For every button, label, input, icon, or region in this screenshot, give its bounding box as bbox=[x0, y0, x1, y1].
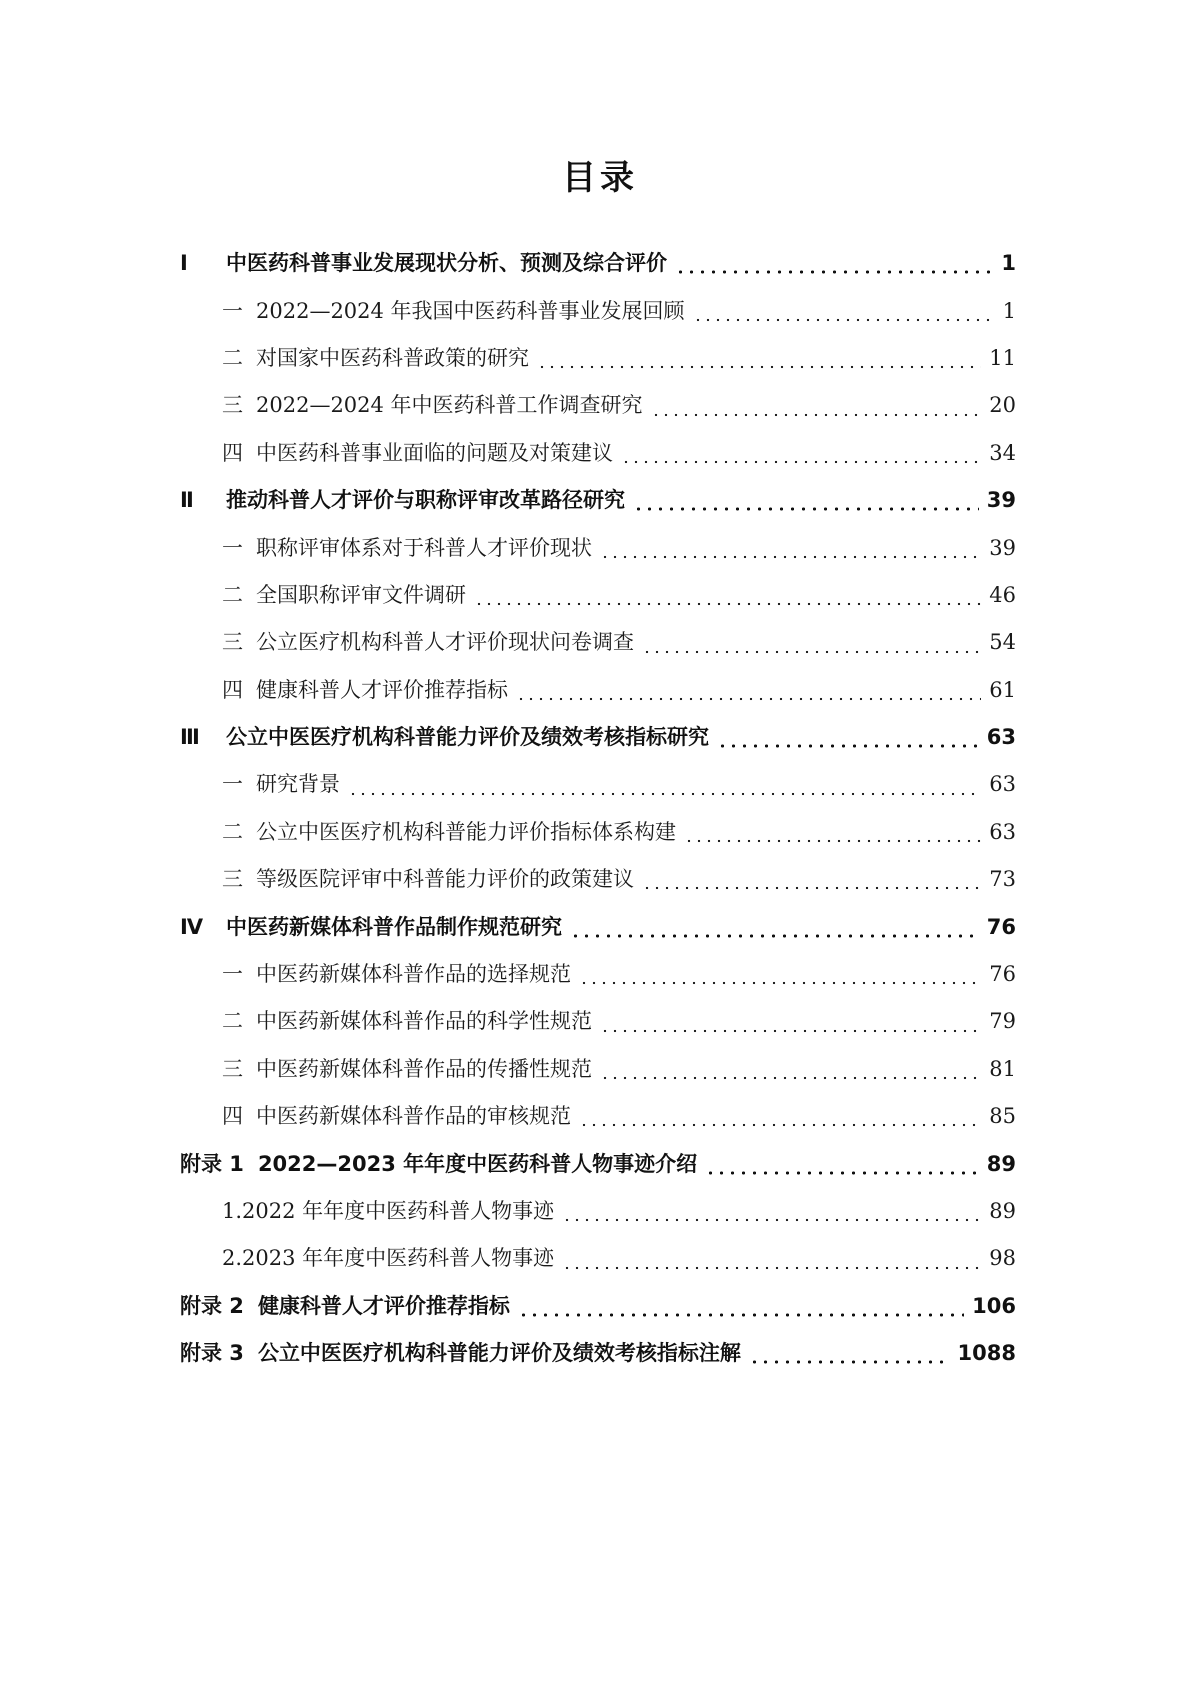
toc-dot-leader bbox=[570, 934, 979, 938]
toc-dot-leader bbox=[579, 981, 981, 985]
toc-entry-number: 2. bbox=[222, 1246, 243, 1271]
toc-entry-page-number: 54 bbox=[989, 630, 1016, 655]
toc-entry-title: 等级医院评审中科普能力评价的政策建议 bbox=[256, 867, 634, 892]
toc-dot-leader bbox=[642, 650, 981, 654]
toc-entry-title: 全国职称评审文件调研 bbox=[256, 582, 466, 607]
toc-dot-leader bbox=[516, 697, 981, 701]
toc-section-entry[interactable] bbox=[180, 335, 1016, 382]
toc-dot-leader bbox=[579, 1123, 981, 1127]
toc-entry-title: 2022 年年度中医药科普人物事迹 bbox=[242, 1199, 555, 1223]
toc-dot-leader bbox=[633, 507, 979, 511]
toc-entry-number: 三 bbox=[222, 630, 243, 655]
toc-chapter-entry[interactable] bbox=[180, 240, 1016, 287]
toc-section-entry[interactable] bbox=[180, 524, 1016, 571]
toc-entry-page-number: 63 bbox=[989, 772, 1016, 797]
toc-entry-number: 二 bbox=[222, 582, 243, 607]
toc-entry-number: 二 bbox=[222, 819, 243, 844]
toc-section-entry[interactable] bbox=[180, 1188, 1016, 1235]
toc-section-entry[interactable] bbox=[180, 1046, 1016, 1093]
toc-entry-title: 2022—2023 年年度中医药科普人物事迹介绍 bbox=[257, 1151, 698, 1176]
toc-entry-number: 附录 2 bbox=[180, 1293, 244, 1318]
toc-entry-page-number: 11 bbox=[989, 345, 1016, 370]
toc-chapter-entry[interactable] bbox=[180, 903, 1016, 950]
toc-entry-page-number: 1 bbox=[1001, 251, 1016, 276]
toc-section-entry[interactable] bbox=[180, 287, 1016, 334]
toc-entry-number: 二 bbox=[222, 345, 243, 370]
toc-section-entry[interactable] bbox=[180, 809, 1016, 856]
toc-entry-title: 推动科普人才评价与职称评审改革路径研究 bbox=[226, 488, 625, 513]
toc-entry-page-number: 63 bbox=[989, 819, 1016, 844]
toc-section-entry[interactable] bbox=[180, 430, 1016, 477]
toc-entry-page-number: 39 bbox=[986, 488, 1016, 513]
toc-entry-number: 一 bbox=[222, 298, 243, 323]
toc-section-entry[interactable] bbox=[180, 998, 1016, 1045]
toc-entry-title: 对国家中医药科普政策的研究 bbox=[256, 345, 529, 370]
toc-entry-page-number: 89 bbox=[986, 1151, 1016, 1176]
toc-entry-page-number: 76 bbox=[989, 962, 1016, 987]
toc-dot-leader bbox=[348, 792, 981, 796]
toc-dot-leader bbox=[717, 744, 979, 748]
toc-entry-title: 健康科普人才评价推荐指标 bbox=[256, 677, 508, 702]
toc-entry-title: 公立中医医疗机构科普能力评价及绩效考核指标注解 bbox=[257, 1341, 741, 1366]
toc-entry-title: 职称评审体系对于科普人才评价现状 bbox=[256, 535, 592, 560]
toc-entry-title: 公立医疗机构科普人才评价现状问卷调查 bbox=[256, 630, 634, 655]
toc-dot-leader bbox=[693, 318, 994, 322]
toc-entry-number: 1. bbox=[222, 1199, 243, 1223]
toc-entry-page-number: 20 bbox=[989, 393, 1016, 418]
toc-dot-leader bbox=[474, 602, 981, 606]
toc-entry-title: 中医药新媒体科普作品的传播性规范 bbox=[256, 1056, 592, 1081]
toc-entry-title: 中医药新媒体科普作品的选择规范 bbox=[256, 962, 571, 987]
toc-dot-leader bbox=[675, 270, 993, 274]
toc-dot-leader bbox=[537, 365, 981, 369]
toc-entry-page-number: 39 bbox=[989, 535, 1016, 560]
toc-entry-title: 中医药新媒体科普作品的审核规范 bbox=[256, 1104, 571, 1129]
toc-section-entry[interactable] bbox=[180, 856, 1016, 903]
toc-entry-number: 二 bbox=[222, 1009, 243, 1034]
toc-entry-number: Ⅱ bbox=[180, 488, 194, 513]
toc-chapter-entry[interactable] bbox=[180, 1140, 1016, 1187]
toc-section-entry[interactable] bbox=[180, 619, 1016, 666]
toc-entry-page-number: 76 bbox=[986, 914, 1016, 939]
toc-entry-page-number: 1088 bbox=[957, 1341, 1016, 1366]
toc-dot-leader bbox=[562, 1218, 981, 1222]
toc-entry-number: 附录 1 bbox=[180, 1151, 244, 1176]
toc-entry-page-number: 61 bbox=[989, 677, 1016, 702]
toc-entry-page-number: 79 bbox=[989, 1009, 1016, 1034]
toc-entry-title: 2022—2024 年我国中医药科普事业发展回顾 bbox=[256, 298, 685, 323]
toc-entry-page-number: 34 bbox=[989, 440, 1016, 465]
toc-dot-leader bbox=[600, 555, 981, 559]
toc-entry-page-number: 81 bbox=[989, 1056, 1016, 1081]
toc-chapter-entry[interactable] bbox=[180, 1283, 1016, 1330]
toc-dot-leader bbox=[651, 413, 982, 417]
toc-entry-title: 2023 年年度中医药科普人物事迹 bbox=[242, 1246, 555, 1271]
toc-entry-number: 三 bbox=[222, 1056, 243, 1081]
toc-section-entry[interactable] bbox=[180, 761, 1016, 808]
toc-dot-leader bbox=[642, 886, 981, 890]
toc-entry-page-number: 89 bbox=[989, 1199, 1016, 1223]
toc-entry-number: 一 bbox=[222, 535, 243, 560]
toc-entry-page-number: 98 bbox=[989, 1246, 1016, 1271]
toc-chapter-entry[interactable] bbox=[180, 714, 1016, 761]
toc-dot-leader bbox=[705, 1171, 979, 1175]
toc-entry-page-number: 106 bbox=[972, 1293, 1016, 1318]
toc-dot-leader bbox=[600, 1076, 981, 1080]
toc-section-entry[interactable] bbox=[180, 572, 1016, 619]
toc-entry-page-number: 63 bbox=[986, 725, 1016, 750]
toc-entry-number: Ⅲ bbox=[180, 725, 200, 750]
toc-entry-page-number: 85 bbox=[989, 1104, 1016, 1129]
table-of-contents bbox=[180, 240, 1016, 1377]
toc-entry-number: 三 bbox=[222, 867, 243, 892]
toc-entry-title: 研究背景 bbox=[256, 772, 340, 797]
toc-dot-leader bbox=[518, 1313, 964, 1317]
toc-entry-title: 中医药科普事业面临的问题及对策建议 bbox=[256, 440, 613, 465]
toc-entry-title: 健康科普人才评价推荐指标 bbox=[257, 1293, 510, 1318]
toc-entry-page-number: 46 bbox=[989, 582, 1016, 607]
toc-entry-title: 公立中医医疗机构科普能力评价及绩效考核指标研究 bbox=[226, 725, 709, 750]
toc-entry-title: 中医药新媒体科普作品制作规范研究 bbox=[226, 914, 562, 939]
toc-entry-page-number: 73 bbox=[989, 867, 1016, 892]
toc-entry-number: 三 bbox=[222, 393, 243, 418]
toc-section-entry[interactable] bbox=[180, 667, 1016, 714]
toc-section-entry[interactable] bbox=[180, 951, 1016, 998]
toc-dot-leader bbox=[621, 460, 981, 464]
toc-section-entry[interactable] bbox=[180, 382, 1016, 429]
toc-section-entry[interactable] bbox=[180, 1235, 1016, 1282]
toc-entry-number: 附录 3 bbox=[180, 1341, 244, 1366]
toc-chapter-entry[interactable] bbox=[180, 1330, 1016, 1377]
toc-entry-title: 中医药科普事业发展现状分析、预测及综合评价 bbox=[226, 251, 667, 276]
toc-entry-number: 一 bbox=[222, 962, 243, 987]
toc-entry-title: 2022—2024 年中医药科普工作调查研究 bbox=[256, 393, 643, 418]
toc-entry-title: 公立中医医疗机构科普能力评价指标体系构建 bbox=[256, 819, 676, 844]
toc-chapter-entry[interactable] bbox=[180, 477, 1016, 524]
toc-entry-title: 中医药新媒体科普作品的科学性规范 bbox=[256, 1009, 592, 1034]
toc-dot-leader bbox=[684, 839, 981, 843]
toc-entry-number: 四 bbox=[222, 1104, 243, 1129]
toc-dot-leader bbox=[600, 1029, 981, 1033]
toc-dot-leader bbox=[749, 1360, 950, 1364]
page-title: 目录 bbox=[562, 158, 638, 198]
toc-entry-page-number: 1 bbox=[1002, 298, 1016, 323]
toc-entry-number: 四 bbox=[222, 677, 243, 702]
toc-entry-number: Ⅰ bbox=[180, 251, 188, 276]
toc-entry-number: 一 bbox=[222, 772, 243, 797]
toc-section-entry[interactable] bbox=[180, 1093, 1016, 1140]
toc-entry-number: Ⅳ bbox=[180, 914, 204, 939]
toc-dot-leader bbox=[562, 1266, 981, 1270]
toc-entry-number: 四 bbox=[222, 440, 243, 465]
